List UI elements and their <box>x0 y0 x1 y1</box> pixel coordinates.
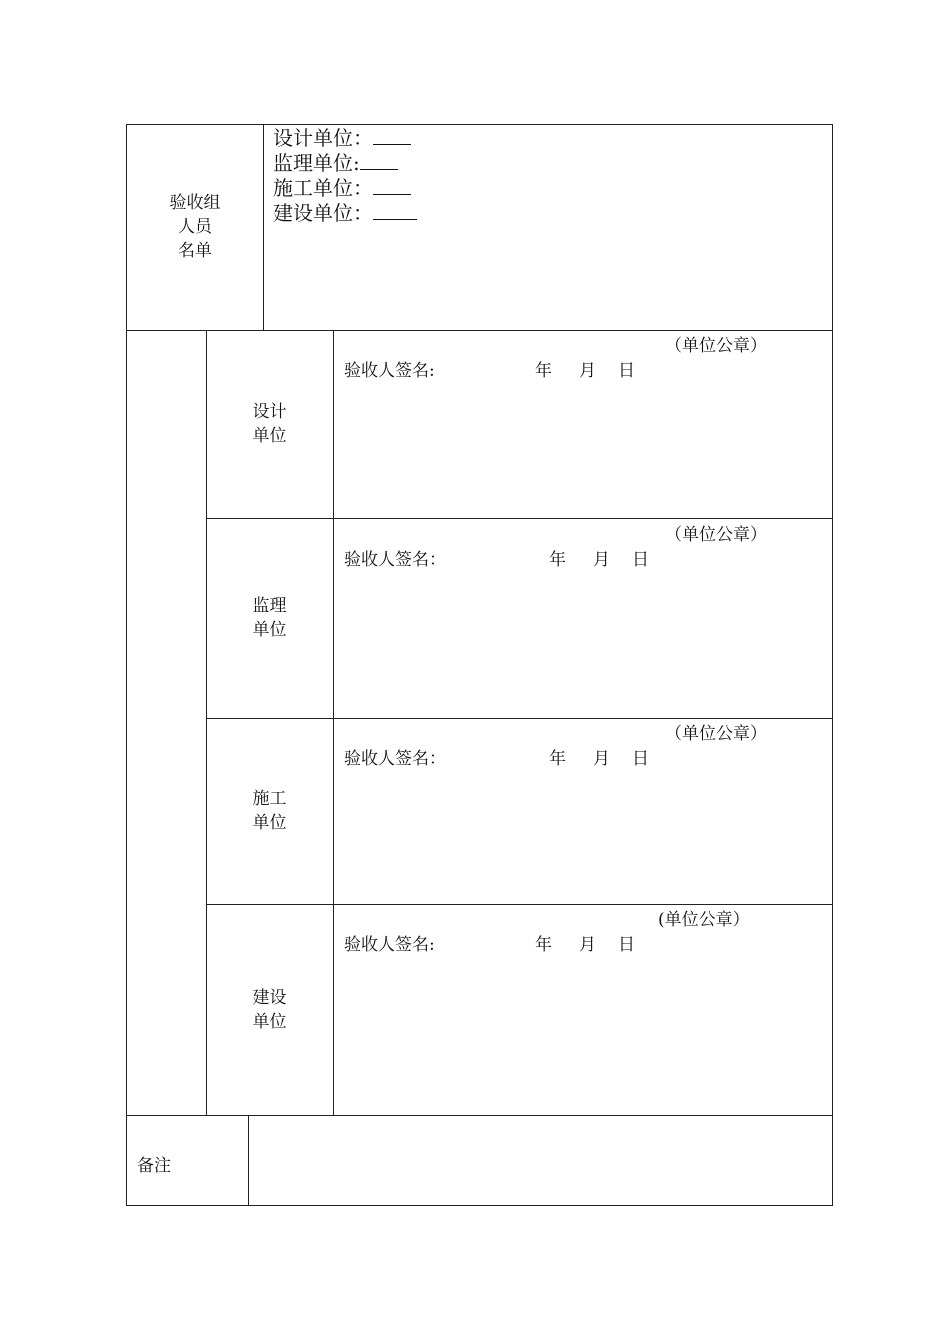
section-unit-label-owner <box>206 986 333 1034</box>
seal-label: （单位公章） <box>665 336 767 356</box>
date-day-label: 日 <box>632 550 649 570</box>
group-members-label-line: 名单 <box>178 241 212 261</box>
group-unit-label: 设计单位： <box>273 126 373 150</box>
group-unit-blank[interactable] <box>360 151 398 170</box>
seal-label: （单位公章） <box>665 724 767 744</box>
group-unit-supervision <box>273 151 398 176</box>
date-month-label: 月 <box>579 935 596 955</box>
section-unit-label-line: 设计 <box>252 402 287 422</box>
group-unit-construction <box>273 176 411 201</box>
group-unit-label: 建设单位： <box>273 201 373 225</box>
table-divider <box>263 125 264 330</box>
date-year-label: 年 <box>549 550 566 570</box>
date-day-label: 日 <box>618 935 635 955</box>
date-year-label: 年 <box>549 749 566 769</box>
section-unit-label-design <box>206 400 333 448</box>
date-year-label: 年 <box>535 935 552 955</box>
section-unit-label-line: 单位 <box>252 620 287 640</box>
section-unit-label-line: 单位 <box>252 813 287 833</box>
group-unit-design <box>273 126 411 151</box>
remarks-label: 备注 <box>137 1156 171 1176</box>
section-unit-label-line: 建设 <box>252 988 287 1008</box>
section-unit-label-line: 单位 <box>252 1012 287 1032</box>
group-members-label <box>127 191 263 263</box>
seal-label: (单位公章） <box>658 910 750 930</box>
section-unit-label-supervision <box>206 594 333 642</box>
date-month-label: 月 <box>593 550 610 570</box>
group-unit-label: 监理单位: <box>273 151 360 175</box>
group-unit-owner <box>273 201 417 226</box>
date-year-label: 年 <box>535 361 552 381</box>
table-divider <box>206 518 832 519</box>
section-unit-label-construction <box>206 787 333 835</box>
section-unit-label-line: 监理 <box>252 596 287 616</box>
group-unit-blank[interactable] <box>373 201 417 220</box>
signature-label: 验收人签名: <box>344 361 435 381</box>
date-month-label: 月 <box>593 749 610 769</box>
section-unit-label-line: 施工 <box>252 789 287 809</box>
group-unit-label: 施工单位： <box>273 176 373 200</box>
group-unit-blank[interactable] <box>373 126 411 145</box>
signature-label: 验收人签名： <box>344 749 446 769</box>
date-month-label: 月 <box>579 361 596 381</box>
remarks-content-area[interactable] <box>249 1116 832 1205</box>
signature-label: 验收人签名： <box>344 550 446 570</box>
signature-label: 验收人签名: <box>344 935 435 955</box>
acceptance-form-table <box>126 124 833 1206</box>
date-day-label: 日 <box>632 749 649 769</box>
group-unit-blank[interactable] <box>373 176 411 195</box>
section-unit-label-line: 单位 <box>252 426 287 446</box>
date-day-label: 日 <box>618 361 635 381</box>
seal-label: （单位公章） <box>665 525 767 545</box>
table-divider <box>333 330 334 1116</box>
group-members-label-line: 验收组 <box>169 193 221 213</box>
group-members-label-line: 人员 <box>178 217 212 237</box>
